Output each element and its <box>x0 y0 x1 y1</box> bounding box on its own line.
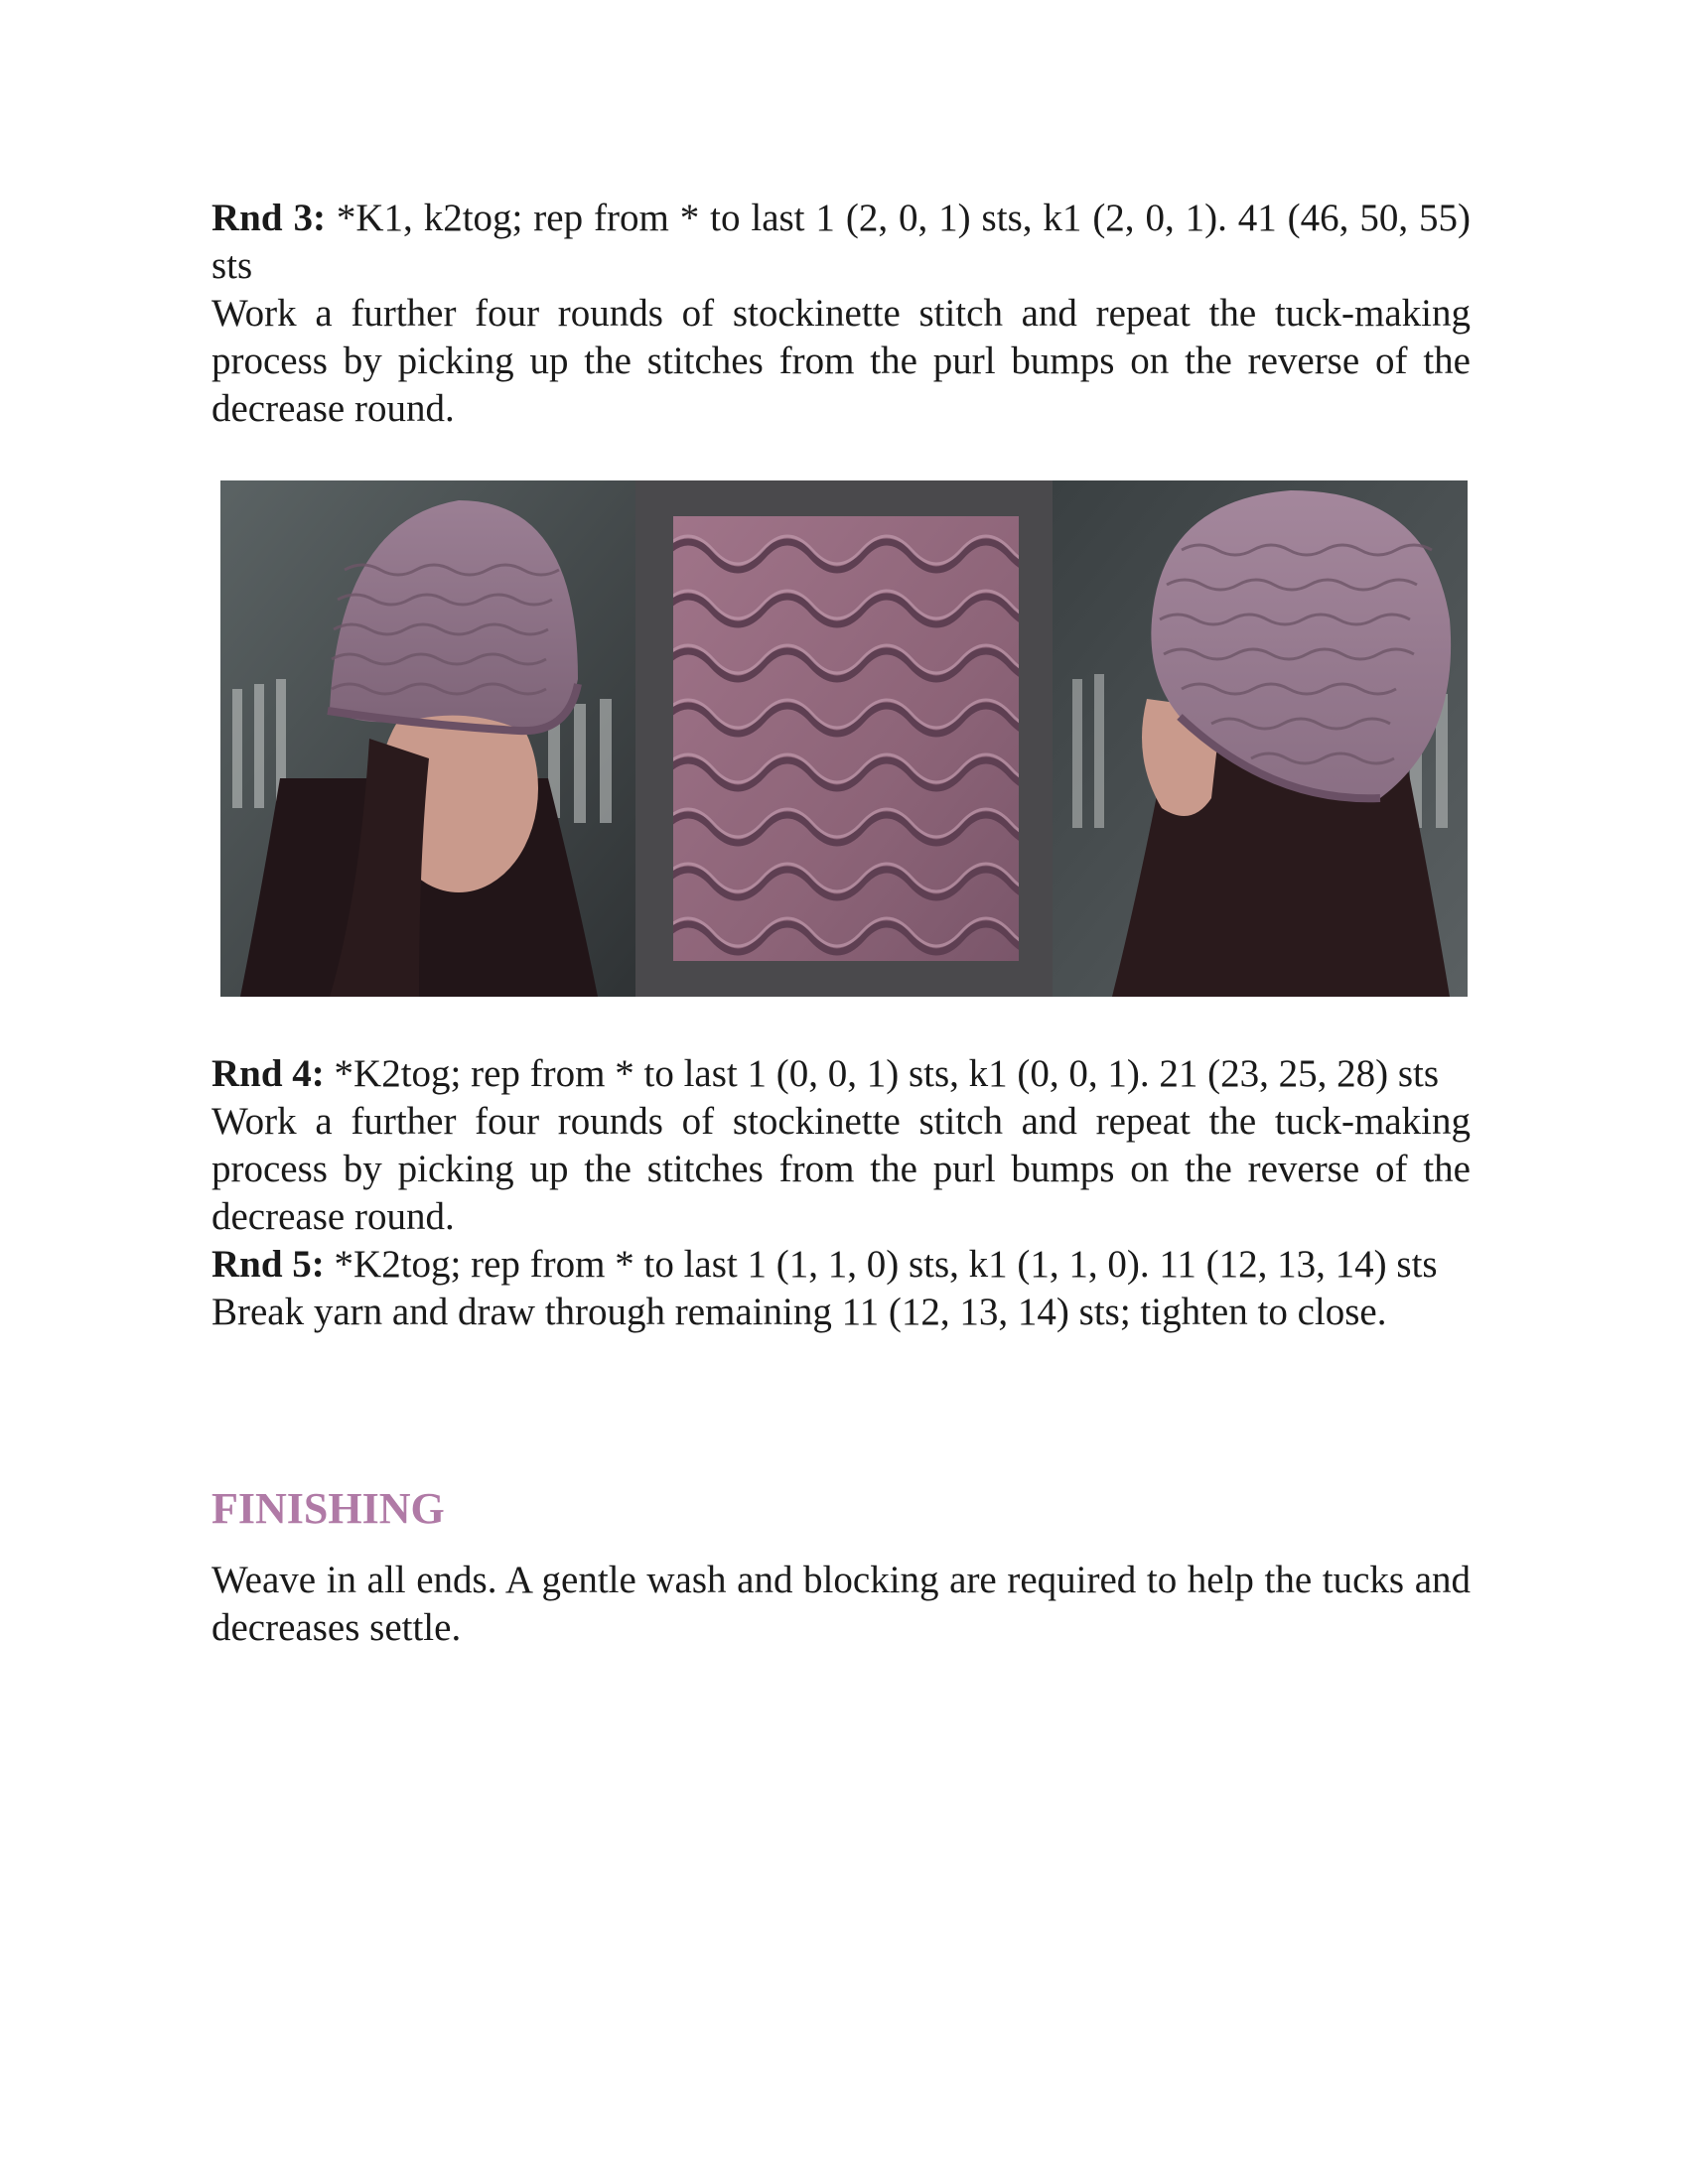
finishing-heading: FINISHING <box>211 1484 445 1533</box>
hat-photo-figure <box>220 480 1468 997</box>
rnd3-instruction <box>211 195 1471 290</box>
model-profile-photo <box>1053 480 1468 997</box>
tuck-paragraph-2: Work a further four rounds of stockinette stitch and repeat the tuck-making process by picking up the stitches from the purl bumps on the reverse of the decrease round. <box>211 1100 1471 1238</box>
rnd4-text: *K2tog; rep from * to last 1 (0, 0, 1) sts, k1 (0, 0, 1). 21 (23, 25, 28) sts <box>324 1052 1440 1095</box>
tuck-paragraph-1: Work a further four rounds of stockinette stitch and repeat the tuck-making process by picking up the stitches from the purl bumps on the reverse of the decrease round. <box>211 292 1471 430</box>
rnd3-section <box>211 195 1471 433</box>
finishing-text: Weave in all ends. A gentle wash and blocking are required to help the tucks and decreases settle. <box>211 1559 1471 1649</box>
rnd3-text: *K1, k2tog; rep from * to last 1 (2, 0, 1) sts, k1 (2, 0, 1). 41 (46, 50, 55) sts <box>211 197 1471 287</box>
rnd5-text: *K2tog; rep from * to last 1 (1, 1, 0) sts, k1 (1, 1, 0). 11 (12, 13, 14) sts <box>324 1243 1438 1286</box>
finishing-section <box>211 1557 1471 1652</box>
rnd4-instruction <box>211 1050 1471 1098</box>
stitch-detail-frame <box>635 480 1053 997</box>
rnd5-label: Rnd 5: <box>211 1243 325 1286</box>
stitch-swatch-closeup <box>673 516 1019 961</box>
break-yarn-paragraph: Break yarn and draw through remaining 11 (12, 13, 14) sts; tighten to close. <box>211 1291 1387 1333</box>
rnd3-label: Rnd 3: <box>211 197 326 239</box>
rnd4-rnd5-section <box>211 1050 1471 1336</box>
model-front-photo <box>220 480 635 997</box>
rnd4-label: Rnd 4: <box>211 1052 325 1095</box>
rnd5-instruction <box>211 1241 1471 1289</box>
